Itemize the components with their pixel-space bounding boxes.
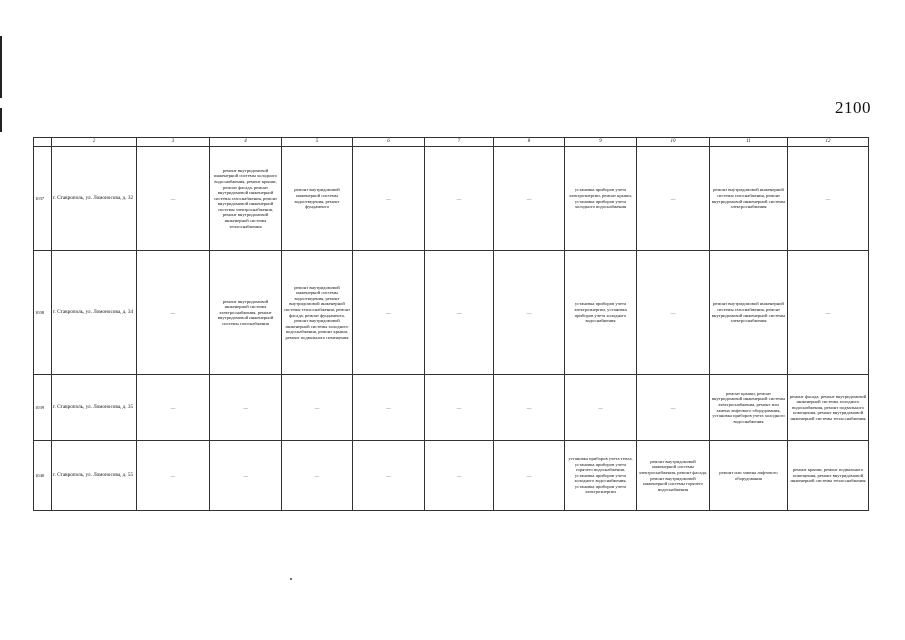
col-header: 10 — [637, 138, 710, 147]
col-header: 5 — [282, 138, 353, 147]
table-cell: — — [425, 375, 494, 441]
col-header: 4 — [210, 138, 282, 147]
table-cell: — — [353, 375, 425, 441]
table-cell: — — [494, 375, 565, 441]
table-cell: — — [137, 375, 210, 441]
table-cell: — — [637, 147, 710, 251]
row-number: 1040 — [34, 441, 52, 511]
table-cell: ремонт внутридомовой инженерной системы водоотведения, ремонт фундамента — [282, 147, 353, 251]
scan-edge-mark-top — [0, 36, 2, 98]
col-header: 7 — [425, 138, 494, 147]
table-cell: — — [137, 147, 210, 251]
table-row — [34, 375, 869, 441]
table-cell: — — [353, 147, 425, 251]
table-cell: ремонт внутридомовой инженерной системы холодного водоснабжения, ремонт крыши, ремонт фасада, ремонт внутридомовой инженерной системы газоснабжения, ремонт внутридомовой инженерной системы электроснабжения, ремонт внутридомовой инженерной системы теплоснабжения — [210, 147, 282, 251]
page-number: 2100 — [835, 98, 871, 117]
table-cell: ремонт внутридомовой инженерной системы электроснабжения, ремонт фасада, ремонт внутридомовой инженерной системы горячего водоснабжения — [637, 441, 710, 511]
col-header: 3 — [137, 138, 210, 147]
table-cell: — — [210, 441, 282, 511]
row-address: г. Ставрополь, ул. Ломоносова, д. 35 — [52, 375, 137, 441]
table-row — [34, 441, 869, 511]
table-cell: ремонт фасада, ремонт внутридомовой инженерной системы холодного водоснабжения, ремонт подвального помещения, ремонт внутридомовой инженерной системы теплоснабжения — [788, 375, 869, 441]
table-cell: — — [494, 441, 565, 511]
table-cell: — — [210, 375, 282, 441]
scan-edge-mark-mid — [0, 108, 2, 132]
column-number-row — [34, 138, 869, 147]
row-address: г. Ставрополь, ул. Ломоносова, д. 55 — [52, 441, 137, 511]
table-cell: — — [788, 147, 869, 251]
table-cell: — — [637, 375, 710, 441]
table-cell: ремонт внутридомовой инженерной системы газоснабжения, ремонт внутридомовой инженерной системы электроснабжения — [710, 251, 788, 375]
col-header: 11 — [710, 138, 788, 147]
table-cell: — — [788, 251, 869, 375]
row-number: 1038 — [34, 251, 52, 375]
row-address: г. Ставрополь, ул. Ломоносова, д. 32 — [52, 147, 137, 251]
row-address: г. Ставрополь, ул. Ломоносова, д. 34 — [52, 251, 137, 375]
table-cell: — — [137, 251, 210, 375]
row-number: 1037 — [34, 147, 52, 251]
table-cell: — — [425, 147, 494, 251]
col-header: 9 — [565, 138, 637, 147]
row-number: 1039 — [34, 375, 52, 441]
table-cell: — — [353, 441, 425, 511]
table-cell: — — [282, 375, 353, 441]
table-cell: ремонт внутридомовой инженерной системы газоснабжения, ремонт внутридомовой инженерной системы электроснабжения — [710, 147, 788, 251]
table-cell: ремонт крыши, ремонт внутридомовой инженерной системы электроснабжения, ремонт или замена лифтового оборудования, установка приборов учета холодного водоснабжения — [710, 375, 788, 441]
col-header: 6 — [353, 138, 425, 147]
table-cell: — — [565, 375, 637, 441]
table-cell: — — [425, 251, 494, 375]
table-cell: — — [494, 251, 565, 375]
scan-speck — [290, 578, 292, 580]
table-cell: — — [425, 441, 494, 511]
col-header — [34, 138, 52, 147]
col-header: 2 — [52, 138, 137, 147]
table-cell: установка приборов учета электроэнергии, установка приборов учета холодного водоснабжения — [565, 251, 637, 375]
table-cell: — — [637, 251, 710, 375]
table-cell: ремонт внутридомовой инженерной системы водоотведения, ремонт внутридомовой инженерной системы теплоснабжения, ремонт фасада, ремонт фундамента, ремонт внутридомовой инженерной системы холодного водоснабжения, ремонт крыши, ремонт подвального помещения — [282, 251, 353, 375]
col-header: 12 — [788, 138, 869, 147]
table-row — [34, 147, 869, 251]
table-cell: ремонт или замена лифтового оборудования — [710, 441, 788, 511]
table-cell: ремонт крыши, ремонт подвального помещения, ремонт внутридомовой инженерной системы теплоснабжения — [788, 441, 869, 511]
table-row — [34, 251, 869, 375]
table-cell: — — [353, 251, 425, 375]
repair-schedule-table — [33, 137, 869, 511]
table-cell: установка приборов учета тепла, установка приборов учета горячего водоснабжения, установка приборов учета холодного водоснабжения, установка приборов учета электроэнергии — [565, 441, 637, 511]
table-cell: установка приборов учета электроэнергии, ремонт крыши, установка приборов учета холодного водоснабжения — [565, 147, 637, 251]
table-cell: — — [137, 441, 210, 511]
table-cell: — — [282, 441, 353, 511]
col-header: 8 — [494, 138, 565, 147]
table-cell: ремонт внутридомовой инженерной системы электроснабжения, ремонт внутридомовой инженерной системы газоснабжения — [210, 251, 282, 375]
table-cell: — — [494, 147, 565, 251]
